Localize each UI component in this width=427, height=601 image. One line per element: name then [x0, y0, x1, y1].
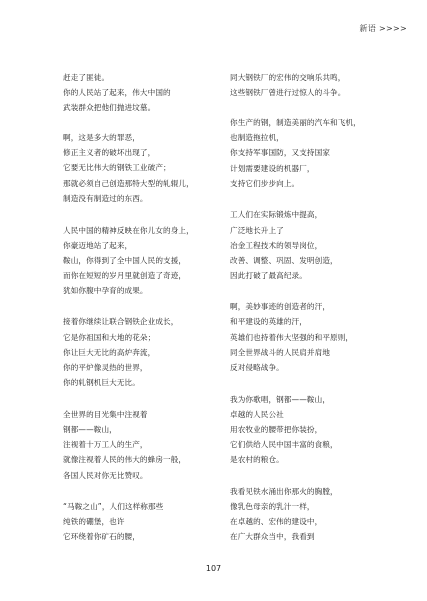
poem-line: 英雄们也持着伟大坚强的和平原则，: [230, 333, 354, 342]
poem-line: 支持它们步步向上。: [230, 179, 300, 188]
poem-line: 是农村的粮仓。: [230, 455, 284, 464]
poem-line: 犹如你腹中孕育的成果。: [63, 286, 148, 295]
poem-line: 而你在短短的岁月里就创造了奇迹，: [63, 271, 187, 280]
poem-line: 你的平炉像灵热的世界，: [63, 363, 148, 372]
poem-line: 各国人民对你无比赞叹。: [63, 471, 148, 480]
section-header: 新语 >>>>: [359, 24, 407, 33]
poem-line: 它是你祖国和大地的花朵；: [63, 333, 156, 342]
poem-line: 它要无比伟大的钢铁工业破产；: [63, 163, 171, 172]
poem-line: 因此打破了最高纪录。: [230, 271, 307, 280]
poem-line: 在广大群众当中，我看到: [230, 532, 315, 541]
poem-line: 同全世界战斗的人民肩并肩地: [230, 348, 331, 357]
poem-line: 它们供给人民中国丰富的食粮，: [230, 440, 338, 449]
poem-line: 钢都——鞍山，: [63, 425, 117, 434]
poem-line: 用农牧业的腰带把你装扮，: [230, 425, 323, 434]
poem-line: 计划需要建设的机器厂，: [230, 164, 315, 173]
poem-line: 冶金工程技术的领导岗位，: [230, 241, 323, 250]
poem-line: 像乳色母亲的乳汁一样，: [230, 502, 315, 511]
poem-line: 赶走了匪徒。: [63, 73, 110, 82]
poem-line: 啊，这是多大的罪恶，: [63, 133, 140, 142]
poem-line: 人民中国的精神反映在你儿女的身上，: [63, 226, 194, 235]
poem-line: 制造没有制造过的东西。: [63, 194, 148, 203]
poem-line: 改善、调整、巩固、发明创造，: [230, 256, 338, 265]
poem-line: 我看见铁水涌出你那火的胸膛，: [230, 487, 338, 496]
poem-line: 和平建设的英雄的汗，: [230, 317, 307, 326]
poem-line: 修正主义者的破坏出现了，: [63, 148, 156, 157]
poem-line: 纯铁的硼堡，也许: [63, 517, 125, 526]
poem-line: 你生产的钢，制造美丽的汽车和飞机，: [230, 118, 361, 127]
poem-line: 工人们在实际锻炼中提高，: [230, 210, 323, 219]
poem-line: 广泛地长升上了: [230, 226, 284, 235]
poem-line: 在卓越的、宏伟的建设中，: [230, 517, 323, 526]
poem-line: 卓越的人民公社: [230, 410, 284, 419]
poem-line: 全世界的目光集中注视着: [63, 410, 148, 419]
poem-line: 啊，美妙事迹的创造者的汗，: [230, 302, 331, 311]
poem-line: “马鞍之山”，人们这样称那些: [63, 502, 164, 511]
poem-line: 鞍山，你得到了全中国人民的支援，: [63, 256, 187, 265]
poem-line: 这些钢铁厂曾进行过惊人的斗争。: [230, 88, 346, 97]
poem-line: 你支持军事国防，又支持国家: [230, 148, 331, 157]
poem-line: 武装群众把他们抛进坟墓。: [63, 103, 156, 112]
poem-line: 你的轧钢机巨大无比。: [63, 378, 140, 387]
poem-line: 那就必须自己创造那特大型的轧辊儿，: [63, 179, 194, 188]
poem-line: 接着你继续让联合钢铁企业成长，: [63, 317, 179, 326]
poem-line: 就像注视着人民的伟大的蜂房一般，: [63, 455, 187, 464]
poem-line: 你豪迈地站了起来，: [63, 241, 133, 250]
poem-line: 同大钢铁厂的宏伟的交响乐共鸣，: [230, 73, 346, 82]
poem-line: 你让巨大无比的高炉奔流，: [63, 348, 156, 357]
poem-line: 你的人民站了起来，伟大中国的: [63, 88, 171, 97]
poem-line: 也制造拖拉机，: [230, 133, 284, 142]
poem-line: 注视着十万工人的生产，: [63, 440, 148, 449]
page-number: 107: [205, 564, 222, 573]
poem-line: 反对侵略战争。: [230, 363, 284, 372]
poem-line: 我为你歌唱，钢都——鞍山，: [230, 395, 331, 404]
poem-line: 它环绕着你矿石的腰，: [63, 532, 140, 541]
